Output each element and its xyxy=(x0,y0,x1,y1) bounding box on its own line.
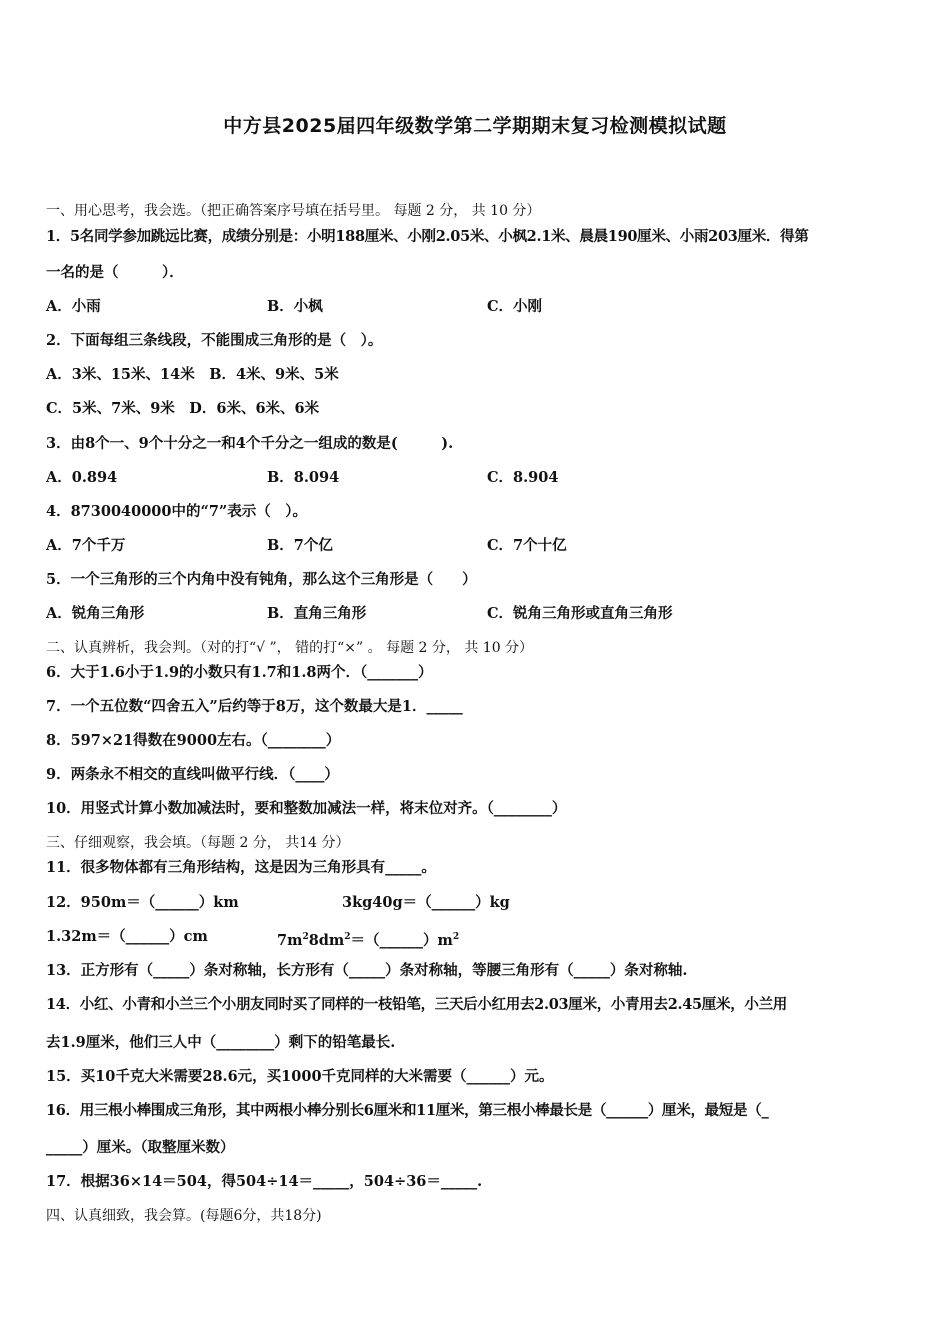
q4-option-c: C．7个十亿 xyxy=(487,537,567,554)
q1-option-b: B．小枫 xyxy=(267,298,323,315)
q1-stem-line2: 一名的是（ ）． xyxy=(46,264,184,281)
q5-stem: 5．一个三角形的三个内角中没有钝角，那么这个三角形是（ ） xyxy=(46,571,477,588)
q3-option-b: B．8.094 xyxy=(267,469,340,486)
section-3-heading: 三、仔细观察，我会填。（每题 2 分， 共14 分） xyxy=(46,835,350,851)
q10: 10．用竖式计算小数加减法时，要和整数加减法一样，将末位对齐。（________） xyxy=(46,800,567,817)
q3-option-a: A．0.894 xyxy=(46,469,118,486)
q14-line2: 去1.9厘米，他们三人中（________）剩下的铅笔最长. xyxy=(46,1034,396,1051)
q14-line1: 14．小红、小青和小兰三个小朋友同时买了同样的一枝铅笔，三天后小红用去2.03厘米，小青用去2.45厘米，小兰用 xyxy=(46,996,788,1013)
q2-options-cd: C．5米、7米、9米 D．6米、6米、6米 xyxy=(46,400,320,417)
q3-stem: 3．由8个一、9个十分之一和4个千分之一组成的数是( ). xyxy=(46,435,454,452)
q1-option-c: C．小刚 xyxy=(487,298,543,315)
q2-stem: 2．下面每组三条线段，不能围成三角形的是（ ）。 xyxy=(46,332,383,349)
q8: 8．597×21得数在9000左右。（________） xyxy=(46,732,341,749)
q4-stem: 4．8730040000中的“7”表示（ ）。 xyxy=(46,503,307,520)
q7: 7．一个五位数“四舍五入”后约等于8万，这个数最大是1．_____ xyxy=(46,698,463,715)
q5-option-a: A．锐角三角形 xyxy=(46,605,145,622)
q15: 15．买10千克大米需要28.6元，买1000千克同样的大米需要（______）元。 xyxy=(46,1068,554,1085)
q9: 9．两条永不相交的直线叫做平行线．（____） xyxy=(46,766,339,783)
q17: 17．根据36×14＝504，得504÷14＝_____，504÷36＝_____. xyxy=(46,1173,483,1190)
q6: 6．大于1.6小于1.9的小数只有1.7和1.8两个．（_______） xyxy=(46,664,433,681)
q12-part2: 3kg40g＝（______）kg xyxy=(342,894,510,911)
q12-part4: $7m^28dm^2=(\_\_\_\_\_\_)m^2$ xyxy=(277,931,460,949)
q12-part1: 12．950m＝（______）km xyxy=(46,894,239,911)
section-4-heading: 四、认真细致，我会算。(每题6分，共18分) xyxy=(46,1208,322,1224)
section-2-heading: 二、认真辨析，我会判。（对的打“√ ”， 错的打“×” 。 每题 2 分， 共 10 分） xyxy=(46,640,534,656)
q1-option-a: A．小雨 xyxy=(46,298,101,315)
q13: 13．正方形有（_____）条对称轴，长方形有（_____）条对称轴，等腰三角形有（_____）条对称轴. xyxy=(46,962,688,979)
q16-line2: _____）厘米。（取整厘米数） xyxy=(46,1139,235,1156)
page-title: 中方县2025届四年级数学第二学期期末复习检测模拟试题 xyxy=(223,115,727,137)
q4-option-b: B．7个亿 xyxy=(267,537,333,554)
q1-stem-line1: 1．5名同学参加跳远比赛，成绩分别是：小明188厘米、小刚2.05米、小枫2.1米、晨晨190厘米、小雨203厘米．得第 xyxy=(46,228,809,245)
q3-option-c: C．8.904 xyxy=(487,469,559,486)
q4-option-a: A．7个千万 xyxy=(46,537,126,554)
q5-option-c: C．锐角三角形或直角三角形 xyxy=(487,605,673,622)
q16-line1: 16．用三根小棒围成三角形，其中两根小棒分别长6厘米和11厘米，第三根小棒最长是（______）厘米，最短是（_ xyxy=(46,1102,769,1119)
section-1-heading: 一、用心思考，我会选。（把正确答案序号填在括号里。 每题 2 分， 共 10 分） xyxy=(46,203,541,219)
q5-option-b: B．直角三角形 xyxy=(267,605,367,622)
q12-part3: 1.32m＝（______）cm xyxy=(46,928,208,945)
q2-options-ab: A．3米、15米、14米 B．4米、9米、5米 xyxy=(46,366,339,383)
q11: 11．很多物体都有三角形结构，这是因为三角形具有_____。 xyxy=(46,859,436,876)
